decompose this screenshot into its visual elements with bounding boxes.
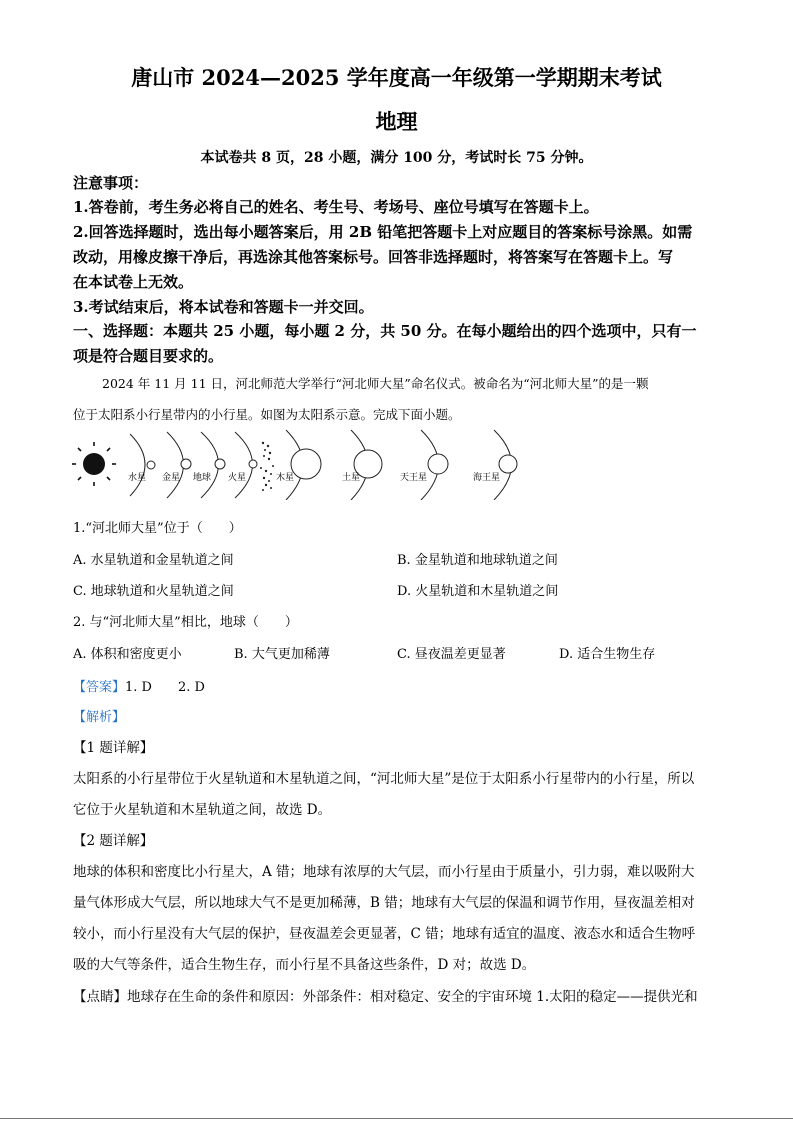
option-d: D. 火星轨道和木星轨道之间 [397,584,559,599]
tip-text: 地球存在生命的条件和原因：外部条件：相对稳定、安全的宇宙环境 1.太阳的稳定——提供光和 [127,989,698,1005]
venus-icon [181,459,191,469]
option-a: A. 体积和密度更小 [73,647,182,662]
q1-detail-line: 太阳系的小行星带位于火星轨道和木星轨道之间，“河北师大星”是位于太阳系小行星带内的小行星，所以 [73,771,695,787]
q2-detail-label: 【2 题详解】 [73,833,154,849]
notice-line: 3.考试结束后，将本试卷和答题卡一并交回。 [73,298,374,316]
earth-icon [215,459,225,469]
planet-label: 木星 [276,473,295,483]
answer-label: 【答案】 [73,680,126,695]
planet-label: 地球 [193,473,212,483]
option-c: C. 昼夜温差更显著 [397,647,506,662]
planet-label: 水星 [128,473,147,483]
mars-icon [249,460,257,468]
notice-line: 改动，用橡皮擦干净后，再选涂其他答案标号。回答非选择题时，将答案写在答题卡上。写 [73,248,674,266]
tip-line [73,985,698,1005]
analysis-label: 【解析】 [73,710,126,725]
exam-title: 唐山市 2024—2025 学年度高一年级第一学期期末考试 [131,65,662,90]
uranus-icon [428,454,448,474]
q1-detail-line: 它位于火星轨道和木星轨道之间，故选 D。 [73,802,332,818]
planet-label: 金星 [162,473,181,483]
question-stem: 2. 与“河北师大星”相比，地球（ ） [73,615,298,630]
answer-text: 1. D 2. D [125,680,205,695]
mercury-orbit [130,434,145,496]
q2-detail-line: 量气体形成大气层，所以地球大气不是更加稀薄，B 错；地球有大气层的保温和调节作用，昼夜温差相对 [73,895,695,911]
asteroid-belt-icon [260,442,274,491]
option-d: D. 适合生物生存 [559,647,656,662]
exam-info: 本试卷共 8 页，28 小题，满分 100 分，考试时长 75 分钟。 [200,150,593,166]
question-stem: 1.“河北师大星”位于（ ） [73,521,242,536]
q2-detail-line: 地球的体积和密度比小行星大，A 错；地球有浓厚的大气层，而小行星由于质量小，引力弱，难以吸附大 [73,864,695,880]
jupiter-icon [291,449,321,479]
planet-label: 土星 [342,473,361,483]
section-heading: 项是符合题目要求的。 [73,347,224,365]
option-b: B. 金星轨道和地球轨道之间 [397,553,558,568]
q1-detail-label: 【1 题详解】 [73,740,154,756]
passage-line: 位于太阳系小行星带内的小行星。如图为太阳系示意。完成下面小题。 [73,407,461,422]
notice-line: 2.回答选择题时，选出每小题答案后，用 2B 铅笔把答题卡上对应题目的答案标号涂黑。如需 [73,223,693,241]
section-heading: 一、选择题：本题共 25 小题，每小题 2 分，共 50 分。在每小题给出的四个选项中，只有一 [73,322,697,340]
q2-detail-line: 吸的大气等条件，适合生物生存，而小行星不具备这些条件，D 对；故选 D。 [73,957,536,973]
option-b: B. 大气更加稀薄 [234,647,330,662]
neptune-icon [499,455,517,473]
option-c: C. 地球轨道和火星轨道之间 [73,584,234,599]
page-bottom-rule [0,1118,793,1119]
tip-label: 【点睛】 [73,989,127,1005]
passage-line: 2024 年 11 月 11 日，河北师范大学举行“河北师大星”命名仪式。被命名为“河北师大星”的是一颗 [102,376,649,391]
sun-icon [72,442,116,486]
option-a: A. 水星轨道和金星轨道之间 [73,553,234,568]
notice-heading: 注意事项： [73,174,149,192]
planet-label: 火星 [228,473,247,483]
planet-label: 海王星 [473,473,501,483]
q2-detail-line: 较小，而小行星没有大气层的保护，昼夜温差会更显著，C 错；地球有适宜的温度、液态水和适合生物呼 [73,926,696,942]
planet-label: 天王星 [400,473,428,483]
notice-line: 1.答卷前，考生务必将自己的姓名、考生号、考场号、座位号填写在答题卡上。 [73,198,599,216]
answer-line [73,676,205,695]
notice-line: 在本试卷上无效。 [73,273,194,291]
solar-system-figure [70,428,530,500]
subject-title: 地理 [375,109,418,134]
mercury-icon [147,461,155,469]
